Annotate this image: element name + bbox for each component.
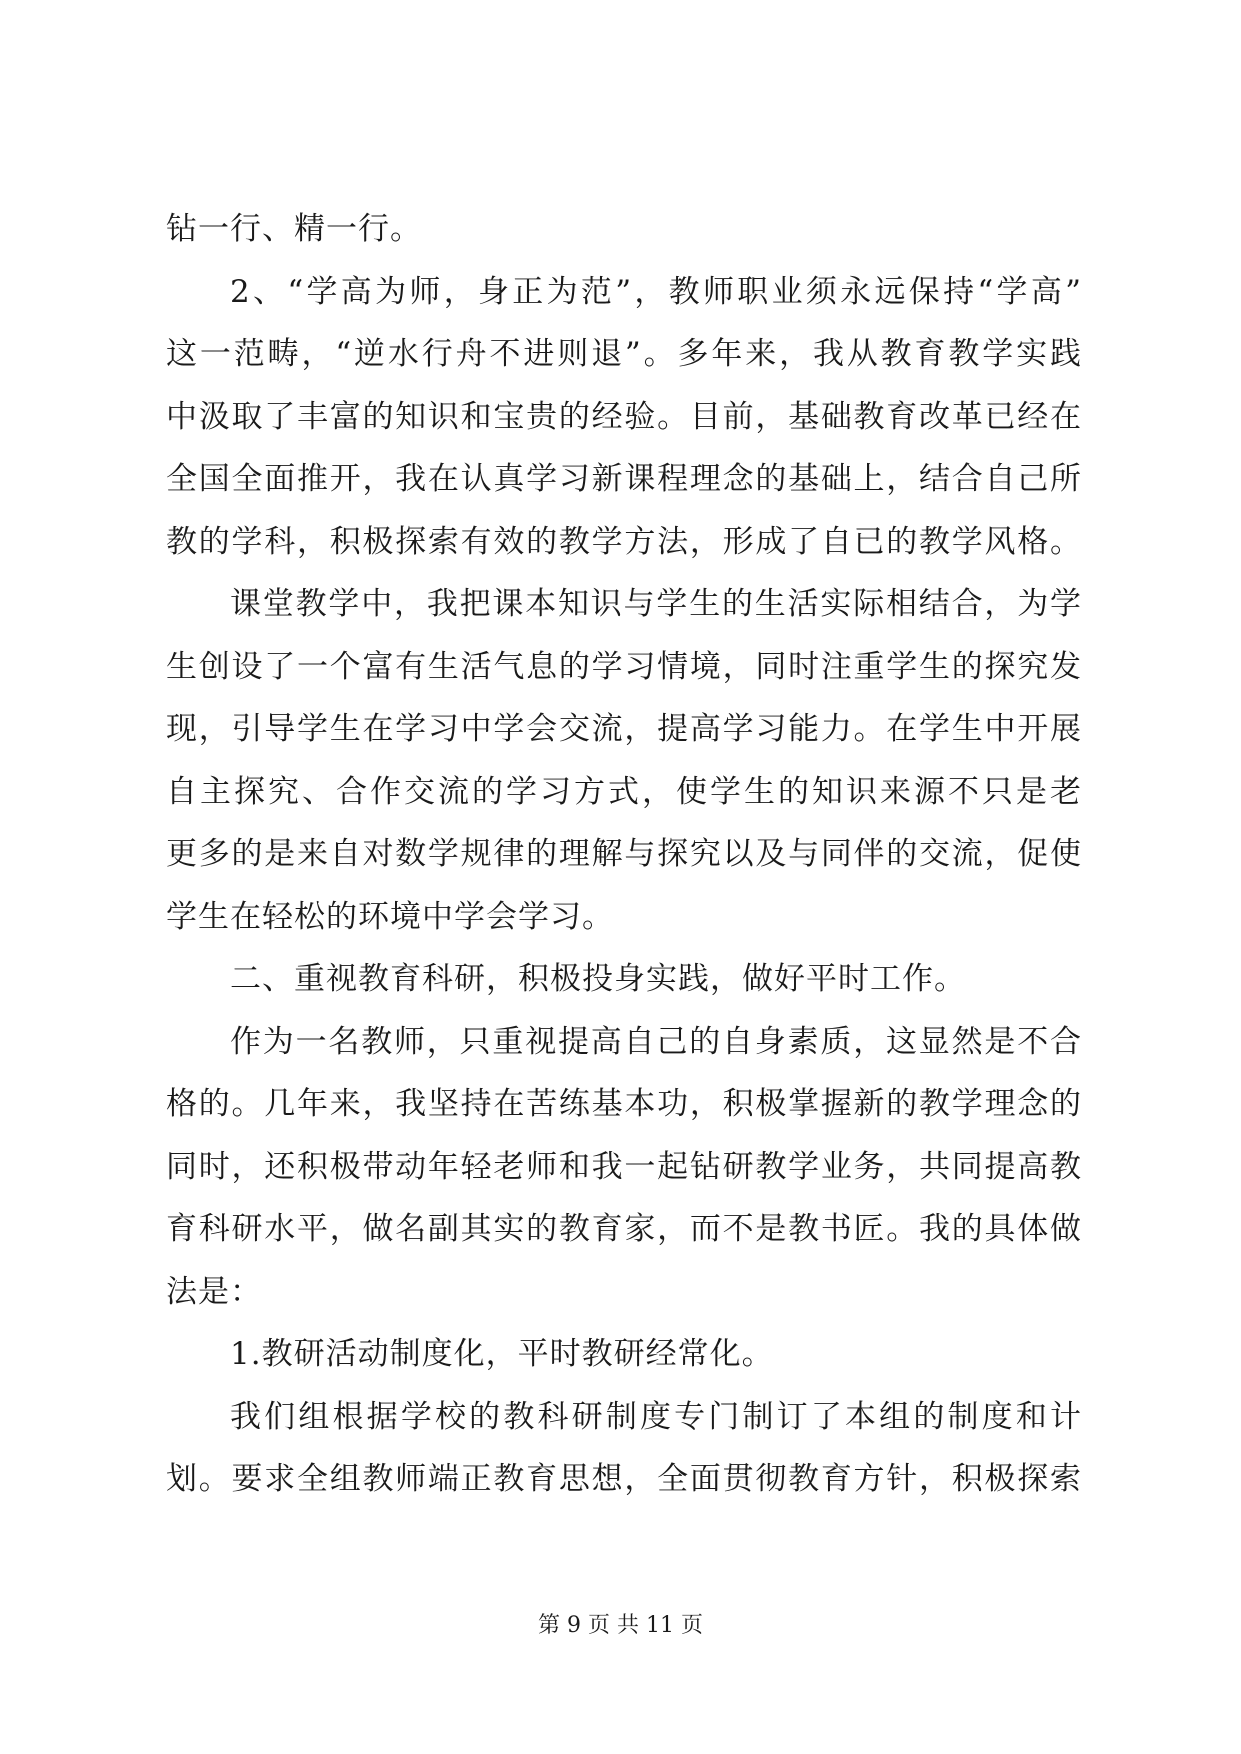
page-footer: 第 9 页 共 11 页 — [538, 1613, 703, 1638]
text-line: 钻一行、精一行。 — [166, 211, 422, 247]
text-line: 格的。几年来，我坚持在苦练基本功，积极掌握新的教学理念的 — [166, 1086, 1082, 1122]
text-line: 1.教研活动制度化，平时教研经常化。 — [230, 1336, 774, 1372]
text-line: 自主探究、合作交流的学习方式，使学生的知识来源不只是老 — [166, 773, 1082, 810]
text-line: 课堂教学中，我把课本知识与学生的生活实际相结合，为学 — [230, 586, 1082, 622]
text-line: 教的学科，积极探索有效的教学方法，形成了自已的教学风格。 — [166, 523, 1082, 560]
text-line: 中汲取了丰富的知识和宝贵的经验。目前，基础教育改革已经在 — [166, 398, 1082, 435]
text-line: 2、“学高为师，身正为范”，教师职业须永远保持“学高” — [230, 273, 1082, 310]
text-line: 全国全面推开，我在认真学习新课程理念的基础上，结合自己所 — [166, 461, 1082, 497]
text-line: 同时，还积极带动年轻老师和我一起钻研教学业务，共同提高教 — [166, 1148, 1082, 1185]
text-line: 我们组根据学校的教科研制度专门制订了本组的制度和计 — [230, 1398, 1082, 1435]
text-line: 更多的是来自对数学规律的理解与探究以及与同伴的交流，促使 — [166, 836, 1082, 872]
text-line: 这一范畴，“逆水行舟不进则退”。多年来，我从教育教学实践 — [166, 336, 1082, 372]
text-line: 生创设了一个富有生活气息的学习情境，同时注重学生的探究发 — [166, 648, 1082, 685]
text-line: 划。要求全组教师端正教育思想，全面贯彻教育方针，积极探索 — [166, 1461, 1082, 1497]
text-line: 育科研水平，做名副其实的教育家，而不是教书匠。我的具体做 — [166, 1211, 1082, 1247]
text-line: 现，引导学生在学习中学会交流，提高学习能力。在学生中开展 — [166, 711, 1082, 747]
document-body — [166, 198, 1082, 1511]
text-line: 学生在轻松的环境中学会学习。 — [166, 898, 614, 935]
text-line: 法是： — [166, 1273, 262, 1310]
text-line: 作为一名教师，只重视提高自己的自身素质，这显然是不合 — [230, 1023, 1082, 1060]
text-line: 二、重视教育科研，积极投身实践，做好平时工作。 — [230, 961, 966, 997]
